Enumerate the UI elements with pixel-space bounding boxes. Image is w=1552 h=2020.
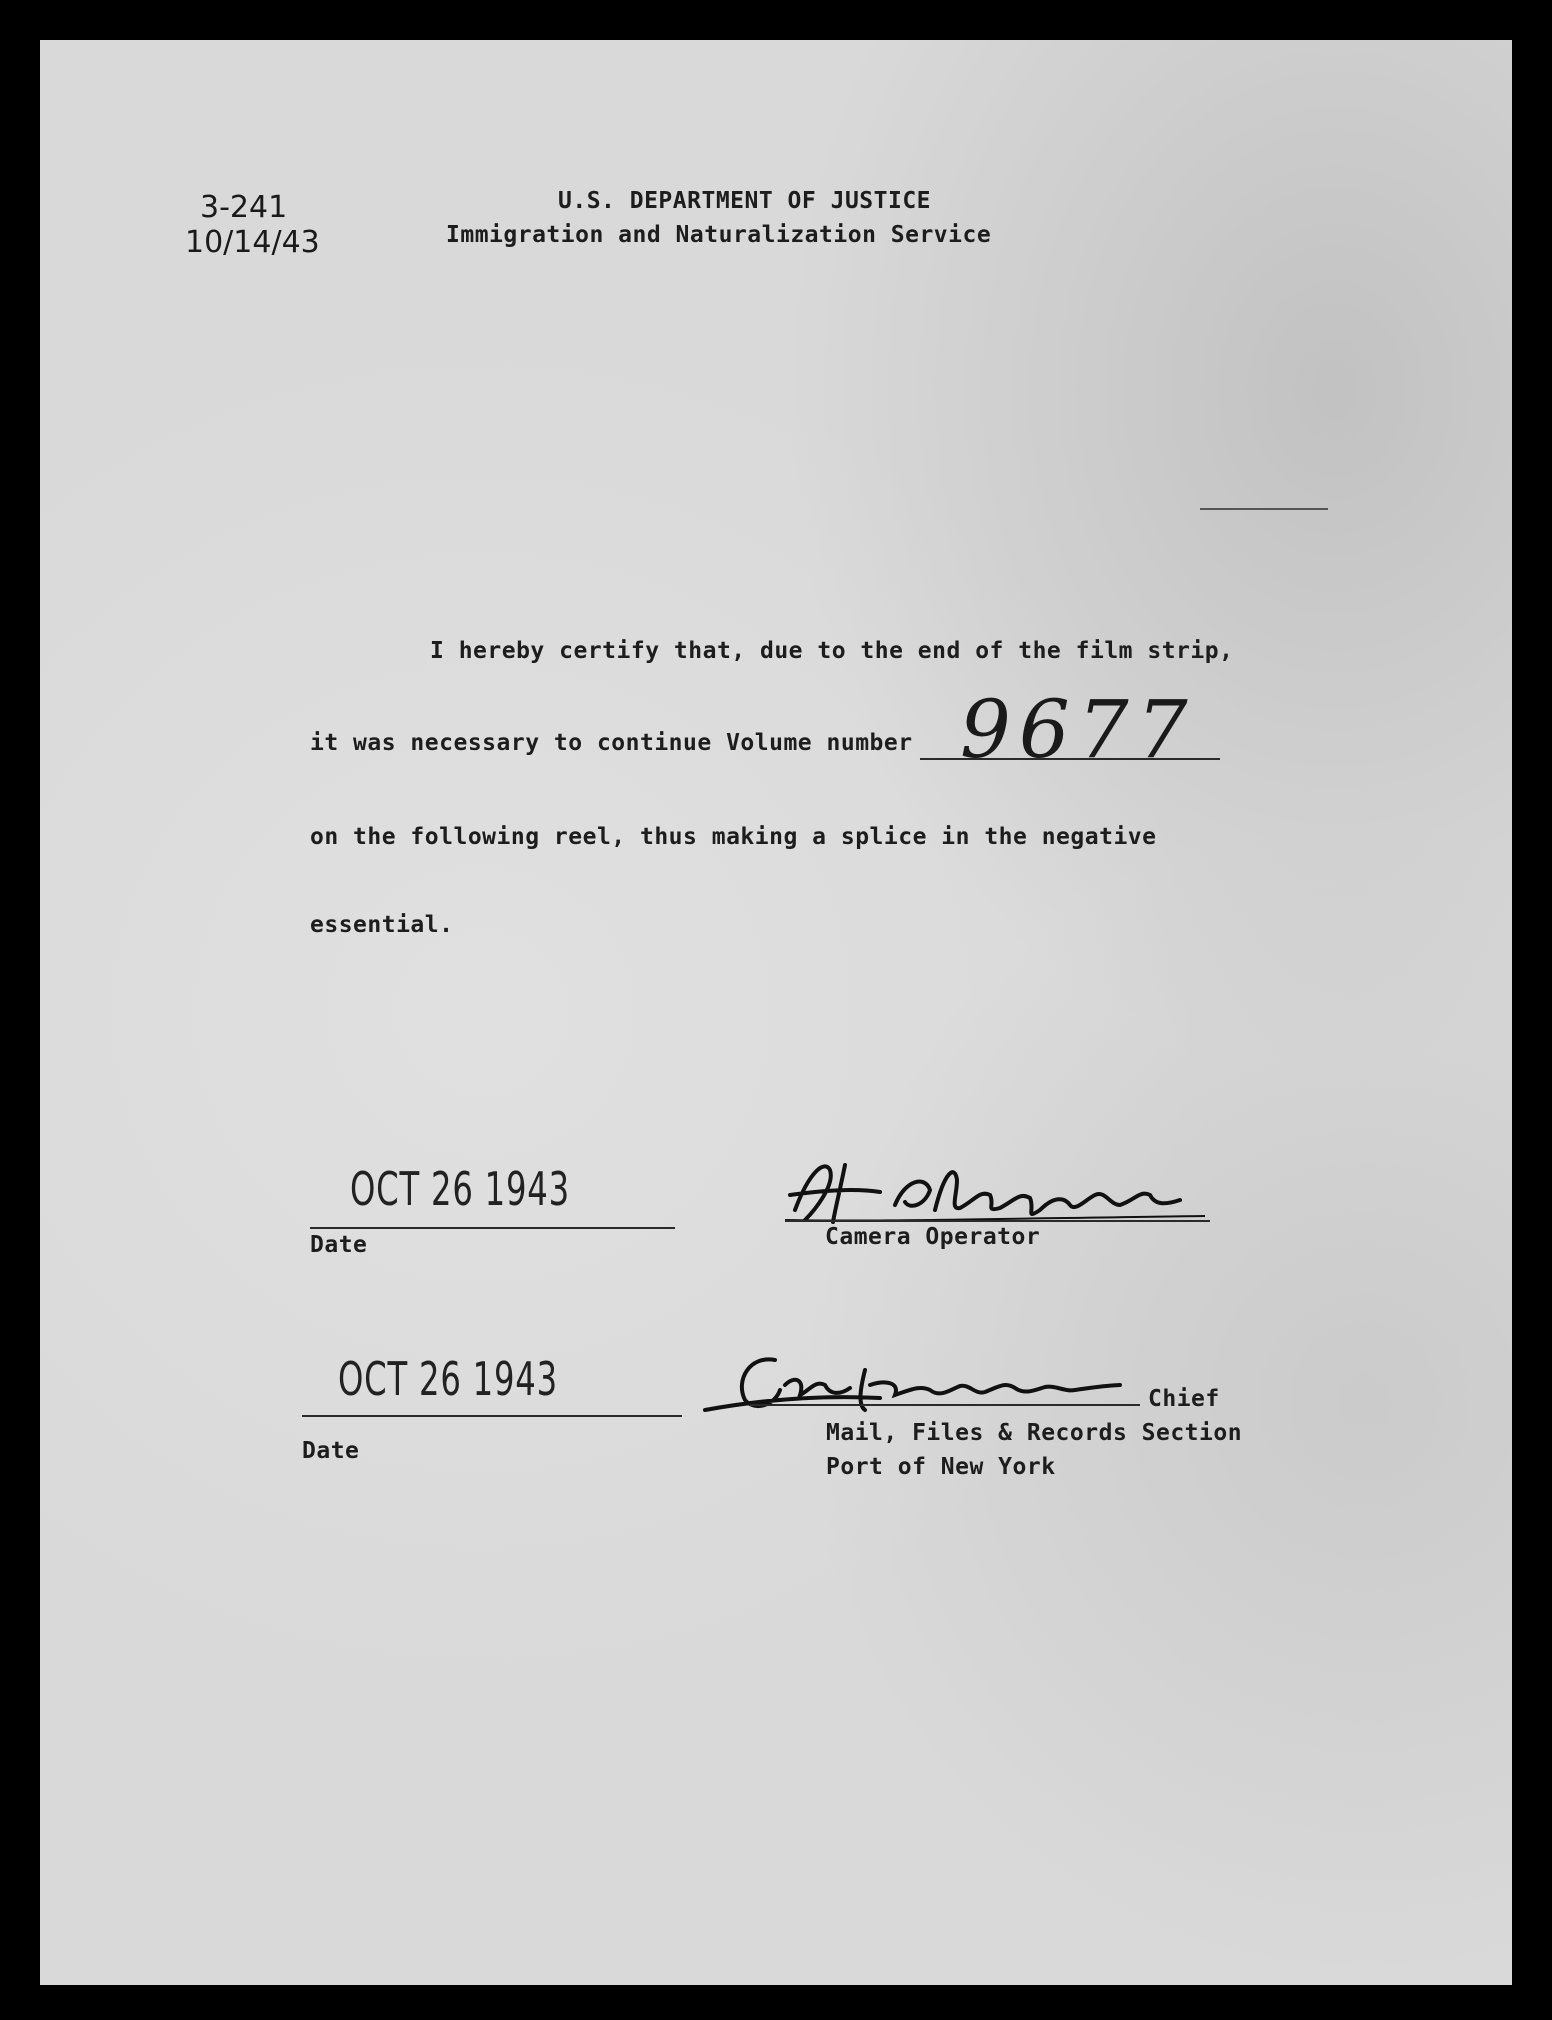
stray-mark (1200, 508, 1328, 510)
volume-number-value: 9677 (960, 683, 1196, 776)
camera-operator-line (785, 1220, 1210, 1222)
chief-title: Chief (1148, 1386, 1220, 1412)
chief-section-title: Mail, Files & Records Section (826, 1420, 1243, 1446)
chief-port-title: Port of New York (826, 1454, 1056, 1480)
chief-signature (700, 1340, 1170, 1430)
certification-line-1: I hereby certify that, due to the end of the film strip, (430, 638, 1234, 664)
certification-line-3: on the following reel, thus making a splice in the negative (310, 824, 1157, 850)
service-heading: Immigration and Naturalization Service (446, 222, 992, 248)
date-label-2: Date (302, 1438, 360, 1464)
date-line-1 (310, 1227, 675, 1229)
camera-operator-signature (785, 1150, 1205, 1230)
date-label-1: Date (310, 1232, 368, 1258)
date-stamp-1: OCT 26 1943 (350, 1162, 570, 1216)
certification-line-2: it was necessary to continue Volume number (310, 730, 913, 756)
form-number: 3-241 (200, 190, 288, 225)
date-stamp-2: OCT 26 1943 (338, 1352, 558, 1406)
document-page (40, 40, 1512, 1985)
date-line-2 (302, 1415, 682, 1417)
form-date: 10/14/43 (185, 225, 320, 260)
department-heading: U.S. DEPARTMENT OF JUSTICE (558, 188, 932, 214)
certification-line-4: essential. (310, 912, 454, 938)
chief-signature-line (750, 1404, 1140, 1406)
camera-operator-title: Camera Operator (825, 1224, 1041, 1250)
